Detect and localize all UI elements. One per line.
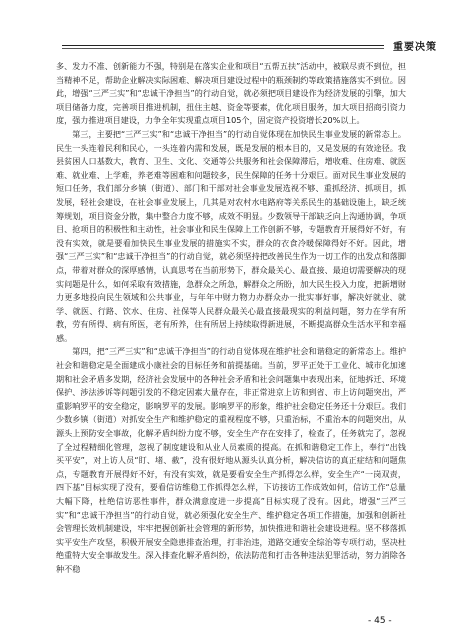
section-title: 重要决策 (393, 42, 437, 53)
paragraph: 第四，把“三严三实”和“忠诚干净担当”的行动自觉体现在维护社会和谐稳定的新常态上。维护社会和谐稳定是全面建成小康社会的目标任务和前提基础。当前，罗平正处于工业化、城市化加速期和社会矛盾多发期，经济社会发展中的各种社会矛盾和社会问题集中表现出来，征地拆迁、环境保护、涉法涉诉等问题引发的不稳定因素大量存在，非正常进京上访和到省、市上访问题突出，严重影响罗平的安全稳定，影响罗平的发展。影响罗平的形象，维护社会稳定任务还十分艰巨。我们少数乡镇（街道）对抓安全生产和维护稳定的重视程度不够，只重治标，不重治本的问题突出，从源头上预防安全事故，化解矛盾纠纷力度不够，安全生产存在安排了，检查了，任务就完了，忽视了全过程精细化管理，忽视了制度建设和从业人员素质的提高。在抓和谐稳定工作上，奉行“出钱买平安”，对上访人员“盯、堵、截”，没有很好地从源头认真分析，解决信访的真正症结和问题焦点，专题教育开展得好不好，有没有实效，就是要看安全生产抓得怎么样，安全生产“一岗双责，四下基”目标实现了没有，要看信访维稳工作抓得怎么样，下访接访工作成效如何，信访工作“总量大幅下降，杜绝信访恶性事件，群众满意度进一步提高”目标实现了没有。因此，增强“三严三实”和“忠诚干净担当”的行动自觉，就必须强化安全生产、维护稳定各项工作措施，加强和创新社会管理长效机制建设，牢牢把握创新社会管理的新形势，加快推进和谐社会建设进程。坚不移落抓实平安生产攻坚，积极开展安全隐患排查治理，打非治违，道路交通安全综治等专项行动，坚决杜绝重特大安全事故发生。深入排查化解矛盾纠纷，依法防范和打击各种违法犯罪活动，努力消除各种不稳 (56, 346, 406, 574)
page-number: - 45 - (368, 616, 392, 626)
paragraph: 多、发力不准、创新能力不强，特别是在落实企业和项目“五帮五扶”活动中，被联尽责不到位，担当精神不足，帮助企业解决实际困难、解决项目建设过程中的瓶颈制约等政策措施落实不到位。因此，增强“三严三实”和“忠诚干净担当”的行动自觉，就必须把项目建设作为经济发展的引擎，加大项目储备力度，完善项目推进机制，扭住主越、资金等要素，优化项目服务，加大项目招商引资力度，强力推进项目建设，力争全年实现重点项目105个，固定资产投资增长20%以上。 (56, 61, 406, 126)
header-rule (62, 45, 384, 46)
header-rule-thin (62, 48, 384, 49)
body-text (56, 60, 406, 577)
paragraph: 第三，主要把“三严三实”和“忠诚干净担当”的行动自觉体现在加快民生事业发展的新常态上。民生一头连着民利和民心，一头连着内需和发展，既是发展的根本目的，又是发展的有效途径。我县贫困人口基数大，教育、卫生、文化、交通等公共服务和社会保障滞后，增收难、住房难、就医难、就业难、上学难，养老难等困难和问题较多，民生保障的任务十分艰巨。面对民生事业发展的短口任务，我们部分乡镇（街道）、部门和干部对社会事业发展选视不够、重抓经济、抓项目，抓发展，轻社会建设，在社会事业发展上，几其是对农村水电路府等关系民生的基础设施上，缺乏统筹规划，项目资金分散，集中整合力度不够，成效不明显。少数领导干部缺乏向上沟通协调，争项目、抢项目的积极性和主动性，社会事业和民生保障上工作创新不够，专题教育开展得好不好，有没有实效，就是要看加快民生事业发展的措施实不实，群众的衣食冷暖保障得好不好。因此，增强“三严三实”和“忠诚干净担当”的行动自觉，就必须坚持把改善民生作为一切工作的出发点和落脚点，带着对群众的深厚感情，认真思考在当前形势下，群众最关心、最直接、最迫切需要解决的现实问题是什么，如何采取有效措施，急群众之所急，解群众之所盼，加大民生投入力度，把新增财力更多地投向民生领域和公共事业，与年年中财力物力办群众办一批实事好事，解决好就业、就学、就医、行路、饮水、住房、社保等人民群众最关心最直接最现实的利益问题，努力在学有所教，劳有所得、病有所医，老有所养，住有所居上持续取得新进展，不断提高群众生活水平和幸福感。 (56, 128, 406, 343)
